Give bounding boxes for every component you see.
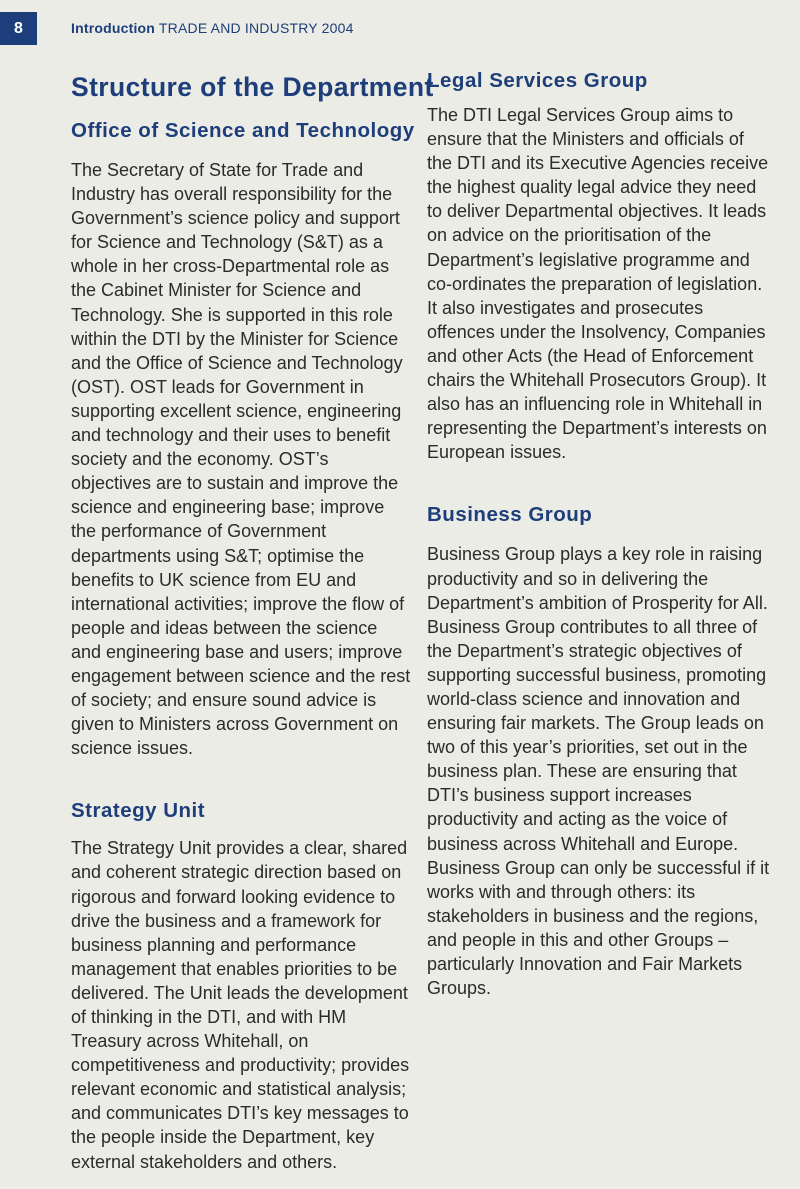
- section-body-business-group: Business Group plays a key role in raising productivity and so in delivering the Department’s ambition of Prosperity for All. Business Group contributes to all three of the Department’s strategic objectives of supporting successful business, promoting world-class science and innovation and ensuring fair markets. The Group leads on two of this year’s priorities, set out in the business plan. These are ensuring that DTI’s business support increases productivity and acting as the voice of business across Whitehall and Europe. Business Group can only be successful if it works with and through others: its stakeholders in business and the regions, and people in this and other Groups – particularly Innovation and Fair Markets Groups.: [427, 544, 770, 999]
- left-column: [71, 68, 434, 1174]
- page-number: 8: [0, 12, 37, 45]
- section-label: Introduction: [71, 20, 156, 36]
- right-column: [427, 68, 772, 1000]
- section-body-legal-services: The DTI Legal Services Group aims to ensure that the Ministers and officials of the DTI and its Executive Agencies receive the highest quality legal advice they need to deliver Departmental objectives. It leads on advice on the prioritisation of the Department’s legislative programme and co-ordinates the preparation of legislation. It also investigates and prosecutes offences under the Insolvency, Companies and other Acts (the Head of Enforcement chairs the Whitehall Prosecutors Group). It also has an influencing role in Whitehall in representing the Department’s interests on European issues.: [427, 105, 769, 463]
- section-heading-legal-services: Legal Services Group: [427, 69, 648, 92]
- section-heading-strategy-unit: Strategy Unit: [71, 799, 206, 823]
- section-heading-business-group: Business Group: [427, 503, 593, 527]
- report-title: TRADE AND INDUSTRY 2004: [158, 20, 354, 36]
- running-header: [71, 20, 354, 36]
- section-body-ost: The Secretary of State for Trade and Industry has overall responsibility for the Government’s science policy and support for Science and Technology (S&T) as a whole in her cross-Departmental role as the Cabinet Minister for Science and Technology. She is supported in this role within the DTI by the Minister for Science and the Office of Science and Technology (OST). OST leads for Government in supporting excellent science, engineering and technology and their uses to benefit society and the economy. OST’s objectives are to sustain and improve the science and engineering base; improve the performance of Government departments using S&T; optimise the benefits to UK science from EU and international activities; improve the flow of people and ideas between the science and engineering base and users; improve engagement between science and the rest of society; and ensure sound advice is given to Ministers across Government on science issues.: [71, 160, 411, 759]
- page-title: Structure of the Department: [71, 72, 434, 102]
- section-body-strategy-unit: The Strategy Unit provides a clear, shared and coherent strategic direction based on rigorous and forward looking evidence to drive the business and a framework for business planning and performance management that enables priorities to be delivered. The Unit leads the development of thinking in the DTI, and with HM Treasury across Whitehall, on competitiveness and productivity; provides relevant economic and statistical analysis; and communicates DTI’s key messages to the people inside the Department, key external stakeholders and others.: [71, 838, 410, 1172]
- section-heading-ost: Office of Science and Technology: [71, 119, 415, 142]
